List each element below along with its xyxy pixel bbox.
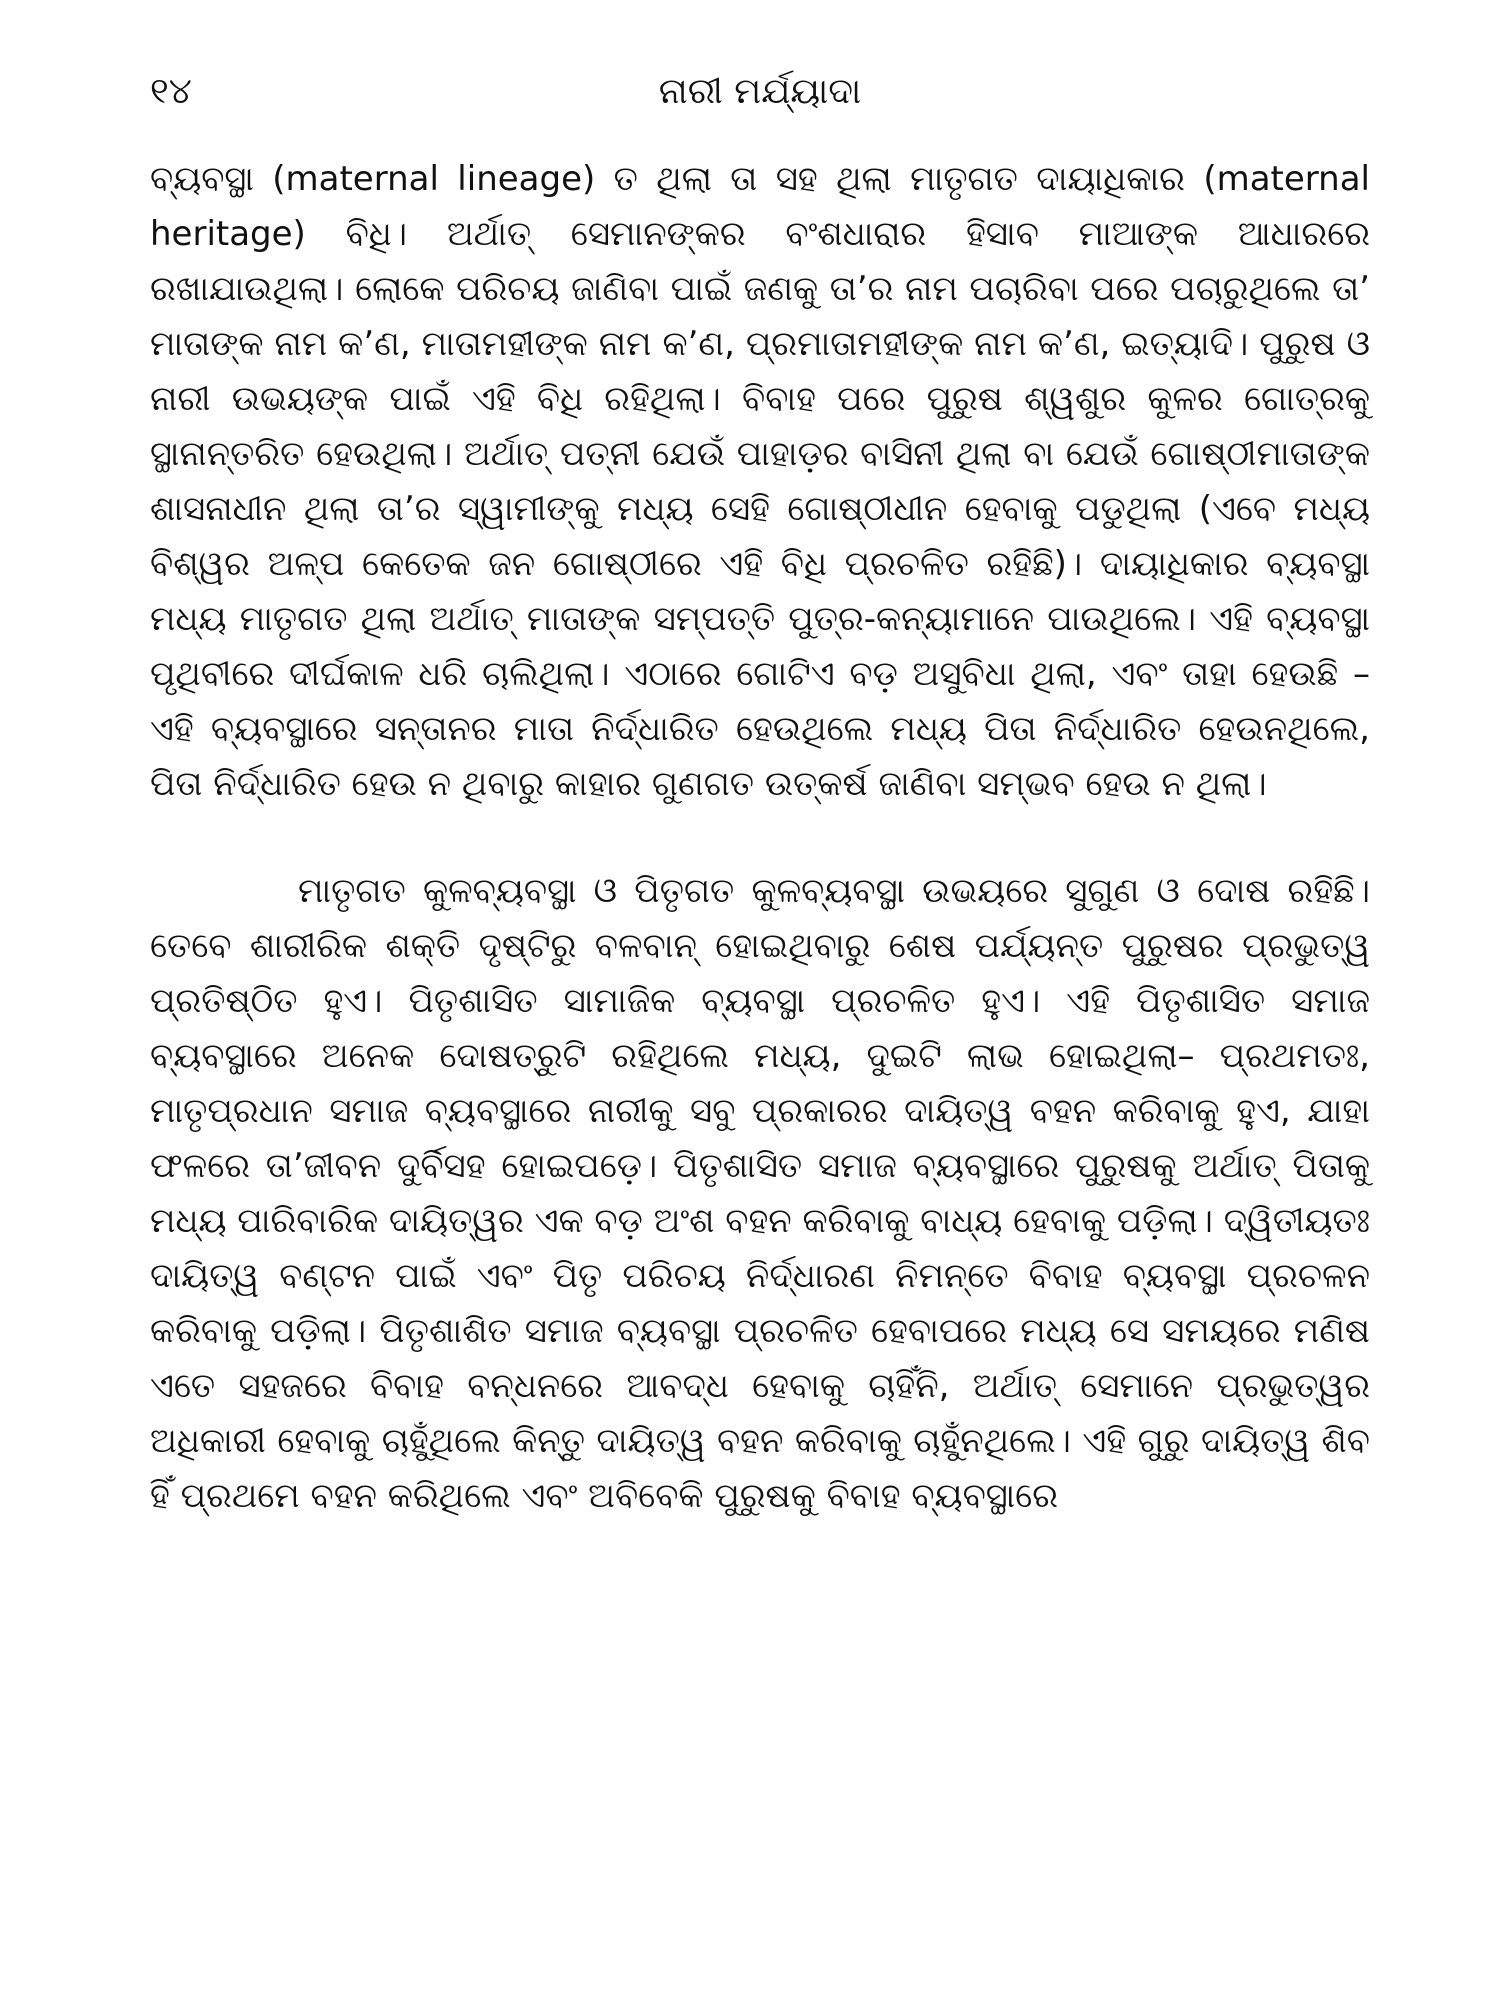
paragraph: ମାତୃଗତ କୁଳବ୍ୟବସ୍ଥା ଓ ପିତୃଗତ କୁଳବ୍ୟବସ୍ଥା ଉଭୟରେ ସୁଗୁଣ ଓ ଦୋଷ ରହିଛି। ତେବେ ଶାରୀରିକ ଶକ୍ତି ଦୃଷ୍ଟିରୁ ବଳବାନ୍ ହୋଇଥିବାରୁ ଶେଷ ପର୍ଯ୍ୟନ୍ତ ପୁରୁଷର ପ୍ରଭୁତ୍ୱ ପ୍ରତିଷ୍ଠିତ ହୁଏ। ପିତୃଶାସିତ ସାମାଜିକ ବ୍ୟବସ୍ଥା ପ୍ରଚଳିତ ହୁଏ। ଏହି ପିତୃଶାସିତ ସମାଜ ବ୍ୟବସ୍ଥାରେ ଅନେକ ଦୋଷତ୍ରୁଟି ରହିଥିଲେ ମଧ୍ୟ, ଦୁଇଟି ଲାଭ ହୋଇଥିଲା– ପ୍ରଥମତଃ, ମାତୃପ୍ରଧାନ ସମାଜ ବ୍ୟବସ୍ଥାରେ ନାରୀକୁ ସବୁ ପ୍ରକାରର ଦାୟିତ୍ୱ ବହନ କରିବାକୁ ହୁଏ, ଯାହା ଫଳରେ ତା’ଜୀବନ ଦୁର୍ବିସହ ହୋଇପଡ଼େ। ପିତୃଶାସିତ ସମାଜ ବ୍ୟବସ୍ଥାରେ ପୁରୁଷକୁ ଅର୍ଥାତ୍ ପିତାକୁ ମଧ୍ୟ ପାରିବାରିକ ଦାୟିତ୍ୱର ଏକ ବଡ଼ ଅଂଶ ବହନ କରିବାକୁ ବାଧ୍ୟ ହେବାକୁ ପଡ଼ିଲା। ଦ୍ୱିତୀୟତଃ ଦାୟିତ୍ୱ ବଣ୍ଟନ ପାଇଁ ଏବଂ ପିତୃ ପରିଚୟ ନିର୍ଦ୍ଧାରଣ ନିମନ୍ତେ ବିବାହ ବ୍ୟବସ୍ଥା ପ୍ରଚଳନ କରିବାକୁ ପଡ଼ିଲା। ପିତୃଶାଶିତ ସମାଜ ବ୍ୟବସ୍ଥା ପ୍ରଚଳିତ ହେବାପରେ ମଧ୍ୟ ସେ ସମୟରେ ମଣିଷ ଏତେ ସହଜରେ ବିବାହ ବନ୍ଧନରେ ଆବଦ୍ଧ ହେବାକୁ ଚାହିଁନି, ଅର୍ଥାତ୍ ସେମାନେ ପ୍ରଭୁତ୍ୱର ଅଧିକାରୀ ହେବାକୁ ଚାହୁଁଥିଲେ କିନ୍ତୁ ଦାୟିତ୍ୱ ବହନ କରିବାକୁ ଚାହୁଁନଥିଲେ। ଏହି ଗୁରୁ ଦାୟିତ୍ୱ ଶିବ ହିଁ ପ୍ରଥମେ ବହନ କରିଥିଲେ ଏବଂ ଅବିବେକି ପୁରୁଷକୁ ବିବାହ ବ୍ୟବସ୍ଥାରେ xyxy=(150,871,1371,1516)
page-number: ୧୪ xyxy=(150,71,192,112)
page-header xyxy=(150,62,1370,122)
running-title: ନାରୀ ମର୍ଯ୍ୟାଦା xyxy=(658,71,862,112)
paragraph: ବ୍ୟବସ୍ଥା (maternal lineage) ତ ଥିଲା ତା ସହ ଥିଲା ମାତୃଗତ ଦାୟାଧିକାର (maternal heritage) ବିଧି। ଅର୍ଥାତ୍ ସେମାନଙ୍କର ବଂଶଧାରାର ହିସାବ ମାଆଙ୍କ ଆଧାରରେ ରଖାଯାଉଥିଲା। ଲୋକେ ପରିଚୟ ଜାଣିବା ପାଇଁ ଜଣକୁ ତା’ର ନାମ ପଚାରିବା ପରେ ପଚାରୁଥିଲେ ତା’ ମାତାଙ୍କ ନାମ କ’ଣ, ମାତାମହୀଙ୍କ ନାମ କ’ଣ, ପ୍ରମାତାମହୀଙ୍କ ନାମ କ’ଣ, ଇତ୍ୟାଦି। ପୁରୁଷ ଓ ନାରୀ ଉଭୟଙ୍କ ପାଇଁ ଏହି ବିଧି ରହିଥିଲା। ବିବାହ ପରେ ପୁରୁଷ ଶ୍ୱଶୁର କୁଳର ଗୋତ୍ରକୁ ସ୍ଥାନାନ୍ତରିତ ହେଉଥିଲା। ଅର୍ଥାତ୍ ପତ୍ନୀ ଯେଉଁ ପାହାଡ଼ର ବାସିନୀ ଥିଲା ବା ଯେଉଁ ଗୋଷ୍ଠୀମାତାଙ୍କ ଶାସନାଧୀନ ଥିଲା ତା’ର ସ୍ୱାମୀଙ୍କୁ ମଧ୍ୟ ସେହି ଗୋଷ୍ଠୀଧୀନ ହେବାକୁ ପଡୁଥିଲା (ଏବେ ମଧ୍ୟ ବିଶ୍ୱର ଅଳ୍ପ କେତେକ ଜନ ଗୋଷ୍ଠୀରେ ଏହି ବିଧି ପ୍ରଚଳିତ ରହିଛି)। ଦାୟାଧିକାର ବ୍ୟବସ୍ଥା ମଧ୍ୟ ମାତୃଗତ ଥିଲା ଅର୍ଥାତ୍ ମାତାଙ୍କ ସମ୍ପତ୍ତି ପୁତ୍ର-କନ୍ୟାମାନେ ପାଉଥିଲେ। ଏହି ବ୍ୟବସ୍ଥା ପୃଥିବୀରେ ଦୀର୍ଘକାଳ ଧରି ଚାଲିଥିଲା। ଏଠାରେ ଗୋଟିଏ ବଡ଼ ଅସୁବିଧା ଥିଲା, ଏବଂ ତାହା ହେଉଛି – ଏହି ବ୍ୟବସ୍ଥାରେ ସନ୍ତାନର ମାତା ନିର୍ଦ୍ଧାରିତ ହେଉଥିଲେ ମଧ୍ୟ ପିତା ନିର୍ଦ୍ଧାରିତ ହେଉନଥିଲେ, ପିତା ନିର୍ଦ୍ଧାରିତ ହେଉ ନ ଥିବାରୁ କାହାର ଗୁଣଗତ ଉତ୍କର୍ଷ ଜାଣିବା ସମ୍ଭବ ହେଉ ନ ଥିଲା। xyxy=(150,159,1370,804)
body-text xyxy=(150,152,1370,1524)
